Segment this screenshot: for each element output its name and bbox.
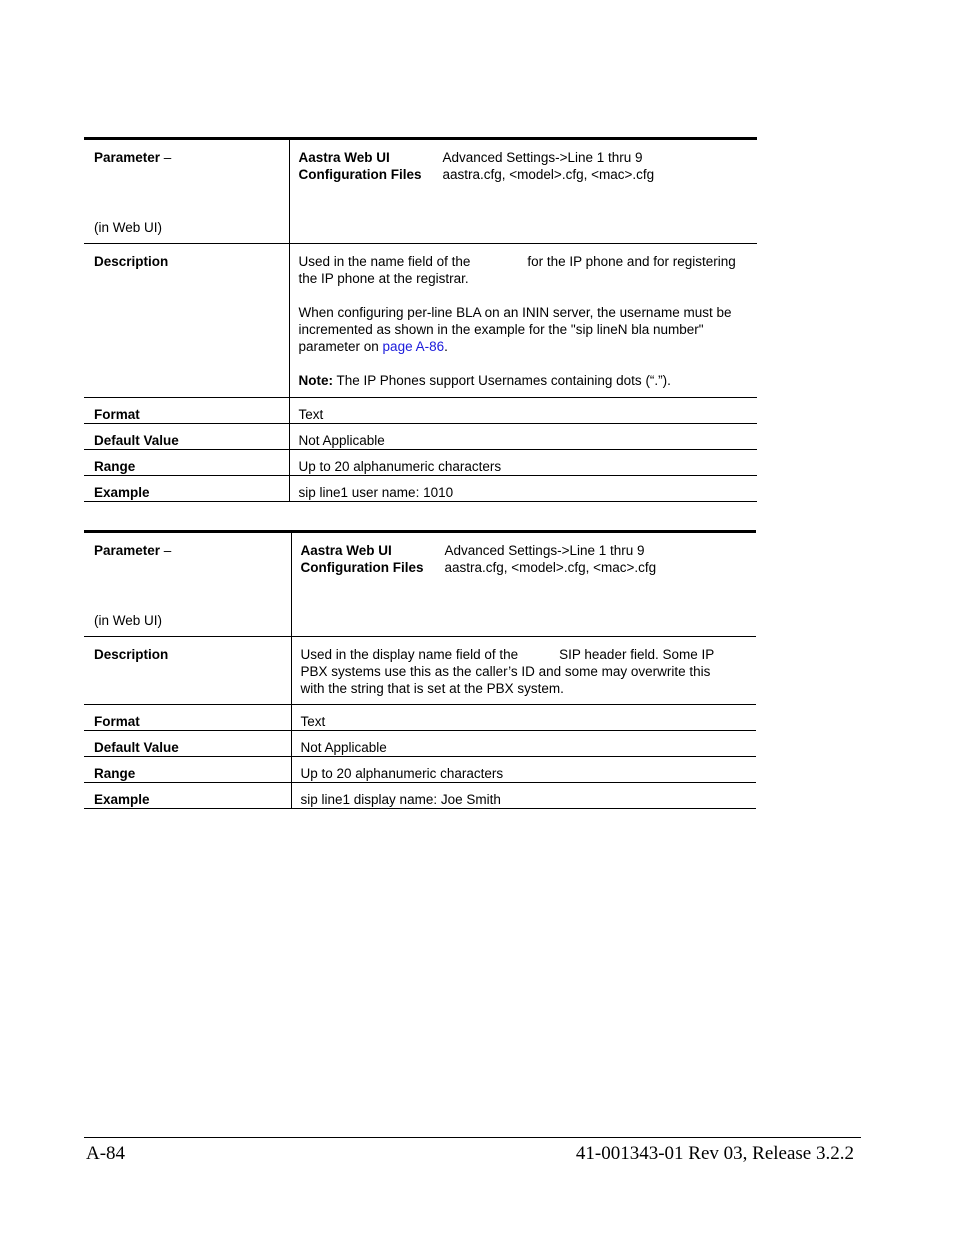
range-value: Up to 20 alphanumeric characters (291, 757, 756, 783)
config-files-key: Configuration Files (298, 167, 422, 182)
note-label: Note: (298, 373, 333, 388)
web-ui-key: Aastra Web UI (298, 150, 390, 165)
range-label: Range (94, 459, 136, 474)
parameter-label: Parameter (94, 150, 161, 165)
table-row-parameter (84, 532, 756, 637)
example-label: Example (94, 792, 150, 807)
table-row-default-value (84, 424, 757, 450)
table-row-format (84, 398, 757, 424)
web-ui-path: Advanced Settings->Line 1 thru 9 (442, 150, 643, 165)
description-text-part: for the IP phone and for registering (527, 254, 736, 269)
description-text-part: with the string that is set at the PBX system. (300, 681, 564, 696)
range-value: Up to 20 alphanumeric characters (289, 450, 757, 476)
table-row-range (84, 757, 756, 783)
parameter-dash: – (160, 150, 172, 165)
default-value-label: Default Value (94, 740, 179, 755)
page-number: A-84 (86, 1143, 126, 1164)
page-a86-link[interactable]: page A-86 (382, 339, 445, 354)
parameter-dash: – (160, 543, 172, 558)
description-label: Description (94, 647, 169, 662)
description-value (289, 244, 757, 398)
description-text-part: Used in the display name field of the (300, 647, 519, 662)
format-label: Format (94, 714, 140, 729)
description-text-part: When configuring per-line BLA on an ININ server, the username must be (298, 305, 732, 320)
example-value: sip line1 user name: 1010 (289, 476, 757, 502)
web-ui-key: Aastra Web UI (300, 543, 392, 558)
parameter-value-cell (291, 532, 756, 637)
parameter-label-cell (84, 139, 289, 244)
parameter-table-display-name (84, 530, 756, 809)
table-row-example (84, 476, 757, 502)
table-row-example (84, 783, 756, 809)
description-text-part: the IP phone at the registrar. (298, 271, 469, 286)
table-row-default-value (84, 731, 756, 757)
default-value-value: Not Applicable (291, 731, 756, 757)
table-row-description (84, 637, 756, 705)
description-text-part: . (444, 339, 448, 354)
config-files-value: aastra.cfg, <model>.cfg, <mac>.cfg (444, 560, 657, 575)
format-value: Text (291, 705, 756, 731)
description-text-part: SIP header field. Some IP (559, 647, 715, 662)
config-files-value: aastra.cfg, <model>.cfg, <mac>.cfg (442, 167, 655, 182)
in-web-ui-label: (in Web UI) (94, 220, 163, 235)
table-row-range (84, 450, 757, 476)
parameter-label: Parameter (94, 543, 161, 558)
web-ui-path: Advanced Settings->Line 1 thru 9 (444, 543, 645, 558)
parameter-table-user-name (84, 137, 757, 502)
note-text: The IP Phones support Usernames containing dots (“.”). (333, 373, 671, 388)
document-id: 41-001343-01 Rev 03, Release 3.2.2 (575, 1143, 854, 1164)
description-value (291, 637, 756, 705)
format-label: Format (94, 407, 140, 422)
default-value-label: Default Value (94, 433, 179, 448)
description-text-part: PBX systems use this as the caller’s ID and some may overwrite this (300, 664, 711, 679)
example-value: sip line1 display name: Joe Smith (291, 783, 756, 809)
default-value-value: Not Applicable (289, 424, 757, 450)
description-label: Description (94, 254, 169, 269)
range-label: Range (94, 766, 136, 781)
in-web-ui-label: (in Web UI) (94, 613, 163, 628)
example-label: Example (94, 485, 150, 500)
table-row-parameter (84, 139, 757, 244)
format-value: Text (289, 398, 757, 424)
description-text-part: parameter on (298, 339, 383, 354)
footer-divider (84, 1137, 861, 1138)
parameter-value-cell (289, 139, 757, 244)
description-text-part: Used in the name field of the (298, 254, 471, 269)
parameter-label-cell (84, 532, 291, 637)
config-files-key: Configuration Files (300, 560, 424, 575)
description-text-part: incremented as shown in the example for the "sip lineN bla number" (298, 322, 704, 337)
table-row-description (84, 244, 757, 398)
table-row-format (84, 705, 756, 731)
